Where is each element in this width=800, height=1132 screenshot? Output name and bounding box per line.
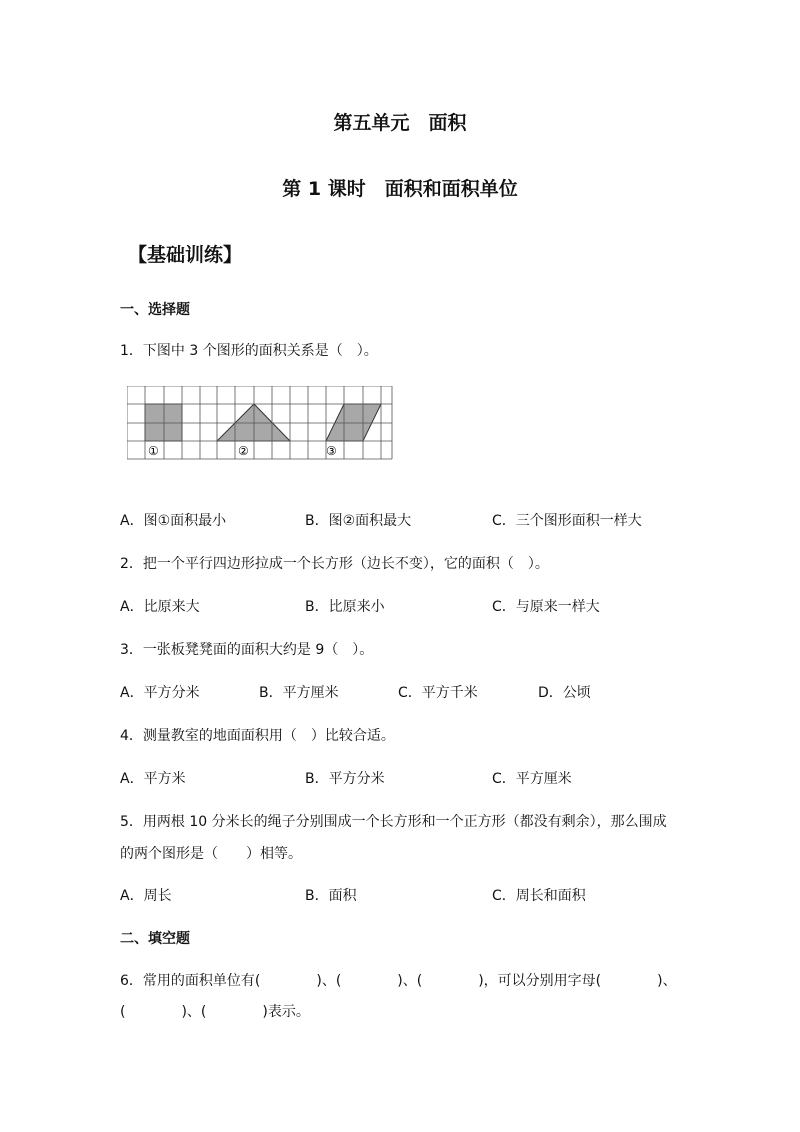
q4-option-b: B．平方分米 [305, 771, 385, 787]
question-3-stem: 3．一张板凳凳面的面积大约是 9（ ）。 [120, 642, 374, 658]
figure-square [145, 404, 182, 441]
question-4-stem: 4．测量教室的地面面积用（ ）比较合适。 [120, 728, 395, 744]
q5-option-b: B．面积 [305, 888, 357, 904]
q2-option-c: C．与原来一样大 [492, 599, 600, 615]
q1-option-b: B．图②面积最大 [305, 513, 412, 529]
q4-option-c: C．平方厘米 [492, 771, 572, 787]
q5-option-c: C．周长和面积 [492, 888, 586, 904]
q2-option-b: B．比原来小 [305, 599, 385, 615]
q1-option-a: A．图①面积最小 [120, 513, 227, 529]
figure-triangle [217, 404, 290, 441]
q1-option-c: C．三个图形面积一样大 [492, 513, 642, 529]
figure-label-3: ③ [326, 444, 337, 458]
question-1-stem: 1．下图中 3 个图形的面积关系是（ ）。 [120, 343, 378, 359]
question-6-line2: ( )、( )表示。 [120, 1004, 310, 1020]
question-5-stem-line2: 的两个图形是（ ）相等。 [120, 846, 302, 862]
part1-label: 一、选择题 [120, 302, 190, 318]
question-6-line1: 6．常用的面积单位有( )、( )、( )，可以分别用字母( )、 [120, 973, 677, 989]
figure-parallelogram [326, 404, 381, 441]
q3-option-a: A．平方分米 [120, 685, 200, 701]
q5-option-a: A．周长 [120, 888, 172, 904]
part2-label: 二、填空题 [120, 931, 190, 947]
question-5-stem-line1: 5．用两根 10 分米长的绳子分别围成一个长方形和一个正方形（都没有剩余），那么围成 [120, 814, 667, 830]
section-label: 【基础训练】 [128, 244, 243, 266]
lesson-title: 第 1 课时 面积和面积单位 [282, 178, 518, 200]
question-1-figure [127, 386, 394, 460]
q3-option-c: C．平方千米 [398, 685, 478, 701]
figure-label-2: ② [238, 444, 249, 458]
unit-title: 第五单元 面积 [333, 112, 467, 134]
figure-label-1: ① [148, 444, 159, 458]
q4-option-a: A．平方米 [120, 771, 186, 787]
q3-option-d: D．公顷 [538, 685, 591, 701]
q2-option-a: A．比原来大 [120, 599, 200, 615]
q3-option-b: B．平方厘米 [259, 685, 339, 701]
question-2-stem: 2．把一个平行四边形拉成一个长方形（边长不变），它的面积（ ）。 [120, 556, 549, 572]
